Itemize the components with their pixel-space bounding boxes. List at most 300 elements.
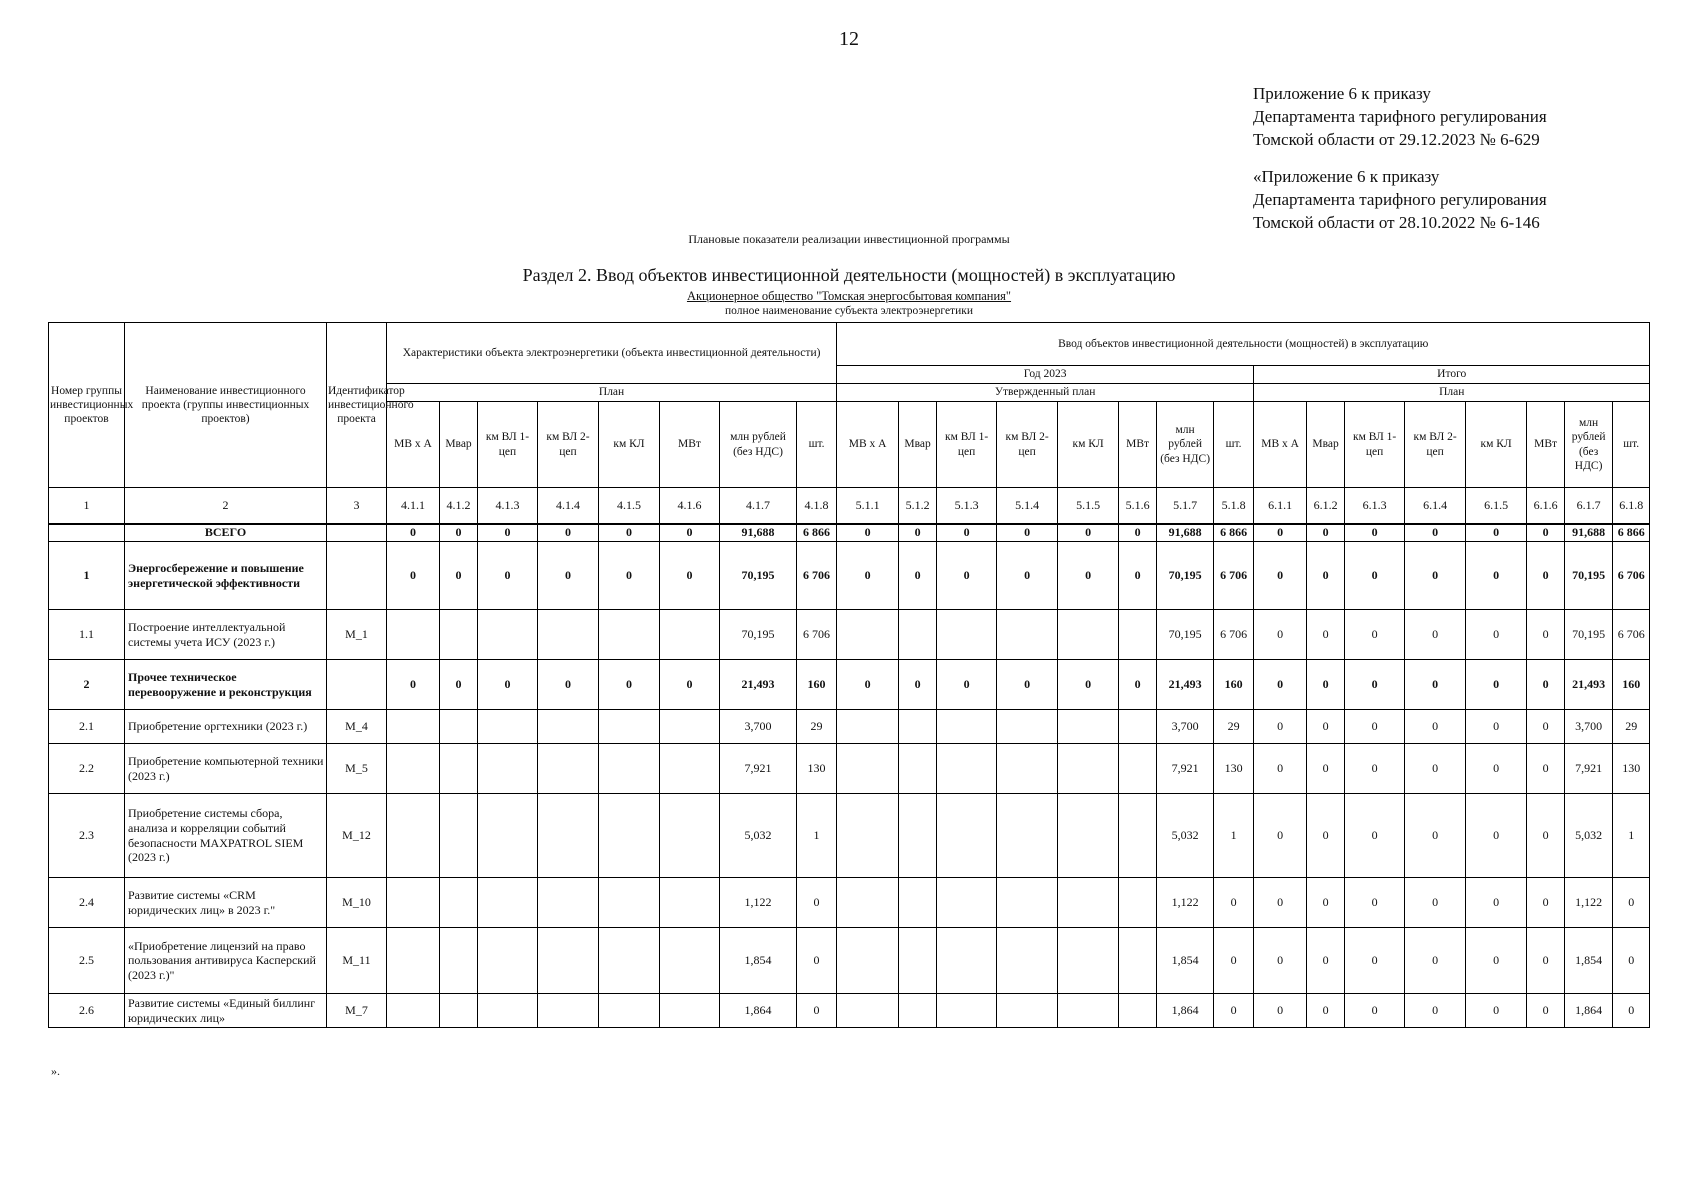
row-value [899, 710, 937, 744]
row-value: 7,921 [720, 744, 797, 794]
page-number: 12 [839, 28, 859, 50]
row-value: 0 [1307, 744, 1345, 794]
row-value [387, 794, 440, 878]
row-value: 0 [997, 542, 1058, 610]
row-value [538, 928, 599, 994]
row-value [899, 878, 937, 928]
row-value: 0 [1254, 710, 1307, 744]
unit-header: МВт [660, 402, 720, 488]
row-project-name: ВСЕГО [125, 524, 327, 542]
row-value: 0 [440, 660, 478, 710]
row-value [599, 928, 660, 994]
approval-line: Департамента тарифного регулирования [1253, 107, 1547, 126]
row-value: 91,688 [1157, 524, 1214, 542]
row-value: 0 [837, 660, 899, 710]
row-value [538, 710, 599, 744]
row-value: 0 [1214, 928, 1254, 994]
table-row [49, 660, 1650, 710]
row-value: 160 [797, 660, 837, 710]
row-value [660, 744, 720, 794]
row-value [997, 928, 1058, 994]
row-value: 0 [387, 524, 440, 542]
row-value: 70,195 [1565, 542, 1613, 610]
header-characteristics: Характеристики объекта электроэнергетики (объекта инвестиционной деятельности) [387, 323, 837, 384]
row-value: 0 [1527, 610, 1565, 660]
column-number: 6.1.3 [1345, 488, 1405, 524]
row-value: 1,854 [1565, 928, 1613, 994]
column-number: 5.1.2 [899, 488, 937, 524]
header-approved-plan: Утвержденный план [837, 384, 1254, 402]
row-value [599, 710, 660, 744]
unit-header: Мвар [1307, 402, 1345, 488]
row-value: 1,864 [1565, 994, 1613, 1028]
row-value: 91,688 [720, 524, 797, 542]
row-value: 0 [899, 660, 937, 710]
investment-table [48, 322, 1650, 1028]
row-project-name: Построение интеллектуальной системы учета ИСУ (2023 г.) [125, 610, 327, 660]
row-value: 0 [1613, 928, 1650, 994]
row-value [1119, 878, 1157, 928]
row-value: 1 [1214, 794, 1254, 878]
row-value: 6 706 [1613, 542, 1650, 610]
table-row [49, 794, 1650, 878]
row-value [937, 878, 997, 928]
row-value [387, 994, 440, 1028]
column-number: 4.1.4 [538, 488, 599, 524]
row-value: 5,032 [720, 794, 797, 878]
row-value [387, 878, 440, 928]
row-value: 21,493 [1157, 660, 1214, 710]
row-value [837, 710, 899, 744]
row-value: 6 706 [1214, 610, 1254, 660]
row-value: 6 866 [1613, 524, 1650, 542]
row-value [478, 610, 538, 660]
row-number [49, 524, 125, 542]
row-value: 1,854 [1157, 928, 1214, 994]
row-value: 70,195 [1157, 610, 1214, 660]
row-value: 70,195 [720, 542, 797, 610]
row-value [538, 744, 599, 794]
row-value [478, 928, 538, 994]
row-value: 0 [837, 542, 899, 610]
row-identifier: M_11 [327, 928, 387, 994]
unit-header: км ВЛ 2-цеп [997, 402, 1058, 488]
unit-header: км КЛ [599, 402, 660, 488]
row-value: 0 [1307, 524, 1345, 542]
row-value [660, 710, 720, 744]
row-value: 0 [599, 524, 660, 542]
row-value [599, 610, 660, 660]
row-value: 0 [478, 524, 538, 542]
header-project-name: Наименование инвестиционного проекта (группы инвестиционных проектов) [125, 323, 327, 488]
row-value [1058, 610, 1119, 660]
table-row [49, 994, 1650, 1028]
unit-header: км КЛ [1058, 402, 1119, 488]
row-value [387, 744, 440, 794]
row-value: 70,195 [720, 610, 797, 660]
row-value: 0 [1254, 994, 1307, 1028]
row-value: 0 [1119, 524, 1157, 542]
table-row [49, 878, 1650, 928]
row-value [1058, 744, 1119, 794]
row-value: 6 706 [797, 542, 837, 610]
row-value: 0 [1058, 660, 1119, 710]
row-value: 0 [797, 994, 837, 1028]
row-number: 1 [49, 542, 125, 610]
approval-line: Томской области от 29.12.2023 № 6-629 [1253, 130, 1540, 149]
row-value: 130 [1214, 744, 1254, 794]
row-value: 0 [1345, 928, 1405, 994]
unit-header: Мвар [440, 402, 478, 488]
row-value [478, 994, 538, 1028]
row-value [440, 878, 478, 928]
row-value: 0 [1466, 610, 1527, 660]
row-value [1119, 744, 1157, 794]
row-value: 0 [660, 660, 720, 710]
row-value: 5,032 [1565, 794, 1613, 878]
row-value: 1 [1613, 794, 1650, 878]
row-value [1119, 794, 1157, 878]
row-identifier: M_1 [327, 610, 387, 660]
row-value [599, 994, 660, 1028]
row-number: 2 [49, 660, 125, 710]
row-project-name: Приобретение компьютерной техники (2023 г.) [125, 744, 327, 794]
row-value: 0 [1405, 524, 1466, 542]
row-value: 0 [1119, 542, 1157, 610]
column-number: 2 [125, 488, 327, 524]
row-value: 1,864 [1157, 994, 1214, 1028]
column-number: 5.1.7 [1157, 488, 1214, 524]
row-number: 2.6 [49, 994, 125, 1028]
row-value: 21,493 [720, 660, 797, 710]
row-value: 0 [538, 542, 599, 610]
row-value: 0 [1345, 660, 1405, 710]
row-value [660, 878, 720, 928]
row-value: 7,921 [1565, 744, 1613, 794]
row-value: 160 [1613, 660, 1650, 710]
row-value [478, 710, 538, 744]
row-value: 0 [1405, 542, 1466, 610]
row-value: 0 [1466, 878, 1527, 928]
row-value: 6 706 [797, 610, 837, 660]
row-value: 0 [599, 542, 660, 610]
row-value: 6 706 [1613, 610, 1650, 660]
row-value: 6 866 [797, 524, 837, 542]
row-value: 0 [1527, 710, 1565, 744]
unit-header: шт. [1214, 402, 1254, 488]
row-value: 0 [1527, 542, 1565, 610]
row-value: 1,864 [720, 994, 797, 1028]
row-value [837, 794, 899, 878]
row-value: 0 [1254, 928, 1307, 994]
unit-header: км КЛ [1466, 402, 1527, 488]
row-value: 0 [837, 524, 899, 542]
unit-header: км ВЛ 1-цеп [1345, 402, 1405, 488]
row-value: 0 [1307, 710, 1345, 744]
column-number: 6.1.2 [1307, 488, 1345, 524]
unit-header: МВ х А [837, 402, 899, 488]
row-value: 0 [1345, 710, 1405, 744]
header-identifier: Идентификатор инвестиционного проекта [327, 323, 387, 488]
row-value [440, 928, 478, 994]
row-project-name: Развитие системы «CRM юридических лиц» в 2023 г." [125, 878, 327, 928]
row-value: 0 [387, 660, 440, 710]
row-value: 0 [1254, 878, 1307, 928]
table-row [49, 710, 1650, 744]
row-value: 0 [1307, 794, 1345, 878]
row-value: 1,854 [720, 928, 797, 994]
row-value [837, 878, 899, 928]
row-value [1058, 794, 1119, 878]
row-number: 2.3 [49, 794, 125, 878]
row-value: 0 [1405, 744, 1466, 794]
row-value [660, 610, 720, 660]
row-project-name: «Приобретение лицензий на право пользования антивируса Касперский (2023 г.)" [125, 928, 327, 994]
row-value: 29 [797, 710, 837, 744]
row-value [478, 878, 538, 928]
row-value: 29 [1214, 710, 1254, 744]
column-number: 6.1.8 [1613, 488, 1650, 524]
row-value: 0 [1405, 928, 1466, 994]
unit-header: МВт [1527, 402, 1565, 488]
column-number: 5.1.5 [1058, 488, 1119, 524]
row-value: 1,122 [1565, 878, 1613, 928]
row-value: 0 [937, 660, 997, 710]
row-value [440, 744, 478, 794]
row-project-name: Приобретение системы сбора, анализа и корреляции событий безопасности MAXPATROL SIEM (2023 г.) [125, 794, 327, 878]
row-value: 0 [1307, 878, 1345, 928]
row-value [837, 744, 899, 794]
row-value [660, 928, 720, 994]
row-value: 70,195 [1565, 610, 1613, 660]
header-row-1 [49, 323, 1650, 366]
row-value [440, 794, 478, 878]
column-number: 3 [327, 488, 387, 524]
row-value: 130 [1613, 744, 1650, 794]
row-value: 0 [660, 542, 720, 610]
row-value [538, 794, 599, 878]
row-value: 0 [1466, 542, 1527, 610]
row-identifier: M_4 [327, 710, 387, 744]
row-value: 0 [1466, 794, 1527, 878]
approval-line: Департамента тарифного регулирования [1253, 190, 1547, 209]
row-value: 0 [1307, 610, 1345, 660]
row-value: 0 [1345, 794, 1405, 878]
column-number: 4.1.1 [387, 488, 440, 524]
row-value: 0 [1345, 610, 1405, 660]
numbering-row [49, 488, 1650, 524]
row-value [440, 994, 478, 1028]
row-value: 0 [478, 542, 538, 610]
row-number: 2.2 [49, 744, 125, 794]
row-value: 0 [1405, 794, 1466, 878]
row-value [440, 710, 478, 744]
row-value [1119, 610, 1157, 660]
row-value: 7,921 [1157, 744, 1214, 794]
table-row [49, 542, 1650, 610]
row-value: 29 [1613, 710, 1650, 744]
row-value [660, 794, 720, 878]
row-value: 0 [1058, 524, 1119, 542]
row-value: 0 [1405, 660, 1466, 710]
header-total: Итого [1254, 366, 1650, 384]
unit-header: млн рублей (без НДС) [1157, 402, 1214, 488]
row-value [660, 994, 720, 1028]
row-value: 6 866 [1214, 524, 1254, 542]
row-value: 0 [440, 524, 478, 542]
row-value: 0 [1527, 660, 1565, 710]
program-subtitle: Плановые показатели реализации инвестиционной программы [688, 232, 1010, 246]
row-number: 2.5 [49, 928, 125, 994]
row-value: 0 [1527, 928, 1565, 994]
row-value: 3,700 [1157, 710, 1214, 744]
column-number: 5.1.6 [1119, 488, 1157, 524]
row-value [837, 610, 899, 660]
unit-header: МВт [1119, 402, 1157, 488]
company-name: Акционерное общество "Томская энергосбытовая компания" [686, 289, 1012, 303]
column-number: 1 [49, 488, 125, 524]
header-group-number: Номер группы инвестиционных проектов [49, 323, 125, 488]
row-value [899, 928, 937, 994]
row-value: 0 [660, 524, 720, 542]
column-number: 6.1.5 [1466, 488, 1527, 524]
row-value: 0 [1466, 660, 1527, 710]
row-value: 0 [1307, 660, 1345, 710]
row-value [1119, 928, 1157, 994]
column-number: 4.1.6 [660, 488, 720, 524]
column-number: 5.1.3 [937, 488, 997, 524]
column-number: 4.1.8 [797, 488, 837, 524]
row-value: 0 [1254, 744, 1307, 794]
row-value [387, 610, 440, 660]
row-identifier [327, 524, 387, 542]
row-value [899, 794, 937, 878]
row-value [899, 994, 937, 1028]
approval-stamp-current [1253, 82, 1547, 151]
table-row [49, 610, 1650, 660]
row-value [937, 610, 997, 660]
row-value: 5,032 [1157, 794, 1214, 878]
row-value [1058, 928, 1119, 994]
row-value: 0 [1527, 794, 1565, 878]
unit-header: км ВЛ 1-цеп [478, 402, 538, 488]
company-caption: полное наименование субъекта электроэнергетики [725, 305, 973, 317]
row-value: 0 [1466, 524, 1527, 542]
header-commissioning: Ввод объектов инвестиционной деятельности (мощностей) в эксплуатацию [837, 323, 1650, 366]
row-identifier [327, 660, 387, 710]
approval-line: «Приложение 6 к приказу [1253, 167, 1440, 186]
column-number: 6.1.4 [1405, 488, 1466, 524]
row-project-name: Приобретение оргтехники (2023 г.) [125, 710, 327, 744]
row-value: 0 [797, 928, 837, 994]
row-value: 0 [997, 660, 1058, 710]
column-number: 4.1.5 [599, 488, 660, 524]
row-value [599, 878, 660, 928]
row-value [997, 794, 1058, 878]
table-row [49, 928, 1650, 994]
row-value [538, 878, 599, 928]
unit-header: МВ х А [1254, 402, 1307, 488]
row-value: 0 [1405, 610, 1466, 660]
row-value: 0 [1345, 524, 1405, 542]
row-value: 0 [1254, 542, 1307, 610]
row-project-name: Развитие системы «Единый биллинг юридических лиц» [125, 994, 327, 1028]
row-value [937, 794, 997, 878]
row-value: 3,700 [720, 710, 797, 744]
row-value: 0 [1254, 794, 1307, 878]
column-number: 6.1.6 [1527, 488, 1565, 524]
row-identifier [327, 542, 387, 610]
row-value [599, 744, 660, 794]
row-value [387, 928, 440, 994]
row-value: 3,700 [1565, 710, 1613, 744]
row-number: 2.4 [49, 878, 125, 928]
unit-header: км ВЛ 2-цеп [538, 402, 599, 488]
row-value [937, 710, 997, 744]
row-value [1119, 994, 1157, 1028]
row-value: 0 [1527, 994, 1565, 1028]
row-number: 1.1 [49, 610, 125, 660]
row-value: 0 [937, 542, 997, 610]
row-value: 0 [440, 542, 478, 610]
row-value: 0 [1345, 744, 1405, 794]
row-value: 0 [1527, 744, 1565, 794]
row-identifier: M_12 [327, 794, 387, 878]
row-value [899, 610, 937, 660]
row-value [997, 710, 1058, 744]
unit-header: Мвар [899, 402, 937, 488]
approval-stamp-previous [1253, 165, 1547, 234]
unit-header: млн рублей (без НДС) [720, 402, 797, 488]
column-number: 6.1.7 [1565, 488, 1613, 524]
row-identifier: M_10 [327, 878, 387, 928]
row-value [478, 794, 538, 878]
column-number: 5.1.8 [1214, 488, 1254, 524]
row-value [599, 794, 660, 878]
row-value: 0 [1527, 524, 1565, 542]
row-value [937, 744, 997, 794]
row-value [997, 744, 1058, 794]
table-row [49, 524, 1650, 542]
row-value: 1 [797, 794, 837, 878]
column-number: 4.1.2 [440, 488, 478, 524]
row-value [997, 994, 1058, 1028]
column-number: 4.1.7 [720, 488, 797, 524]
row-value: 0 [1254, 524, 1307, 542]
row-project-name: Прочее техническое перевооружение и реконструкция [125, 660, 327, 710]
column-number: 4.1.3 [478, 488, 538, 524]
row-value: 0 [997, 524, 1058, 542]
unit-header: шт. [797, 402, 837, 488]
row-value: 0 [1307, 928, 1345, 994]
row-value [1058, 994, 1119, 1028]
row-value [837, 994, 899, 1028]
row-value: 70,195 [1157, 542, 1214, 610]
unit-header: км ВЛ 1-цеп [937, 402, 997, 488]
row-value: 0 [1466, 744, 1527, 794]
unit-header: км ВЛ 2-цеп [1405, 402, 1466, 488]
row-value: 0 [1405, 878, 1466, 928]
row-value: 0 [1466, 994, 1527, 1028]
row-value: 0 [1058, 542, 1119, 610]
row-value [538, 610, 599, 660]
row-value: 0 [1307, 542, 1345, 610]
row-value: 0 [478, 660, 538, 710]
row-value [937, 994, 997, 1028]
row-value: 1,122 [1157, 878, 1214, 928]
section-title: Раздел 2. Ввод объектов инвестиционной деятельности (мощностей) в эксплуатацию [522, 265, 1176, 285]
row-value: 91,688 [1565, 524, 1613, 542]
